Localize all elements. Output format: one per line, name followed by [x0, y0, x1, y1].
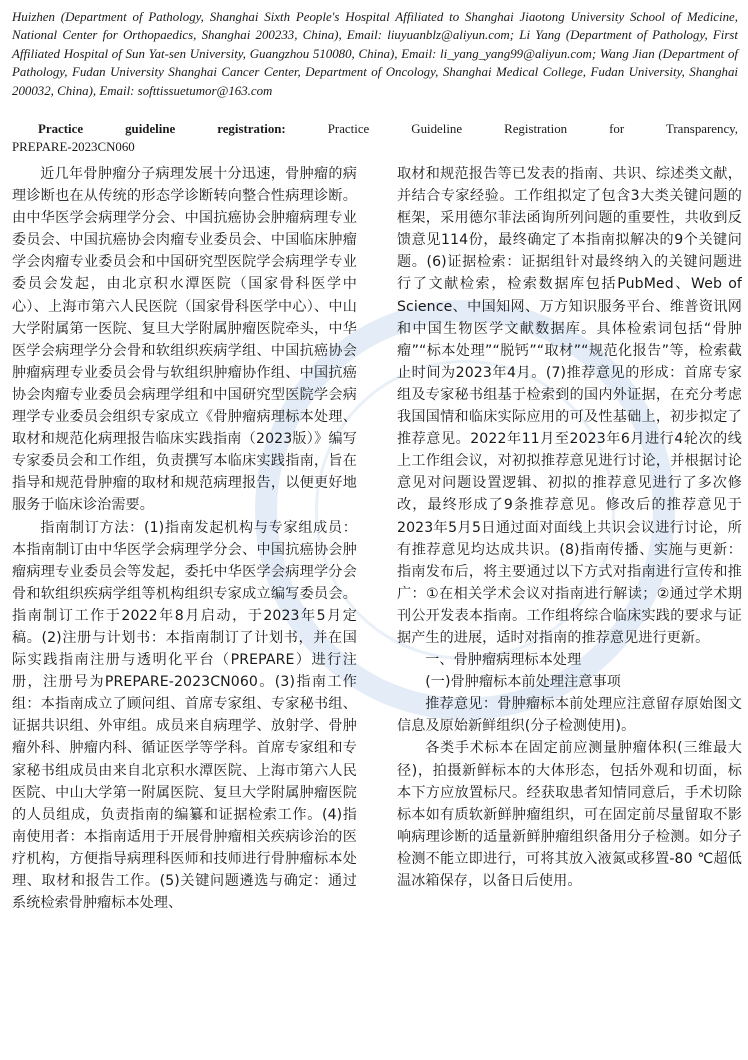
registration-text: Practice Guideline Registration for Transparency, — [327, 122, 738, 136]
registration-line — [12, 120, 738, 138]
author-affiliations: Huizhen (Department of Pathology, Shanghai Sixth People's Hospital Affiliated to Shanghai Jiaotong University School of Medicine, National Center for Orthopaedics, Shanghai 200233, China), Email: liuyuanblz@aliyun.com; Li Yang (Department of Pathology, First Affiliated Hospital of Sun Yat-sen University, Guangzhou 510080, China), Email: li_yang_yang99@aliyun.com; Wang Jian (Department of Pathology, Fudan University Shanghai Cancer Center, Department of Oncology, Shanghai Medical College, Fudan University, Shanghai 200032, China), Email: softtissuetumor@163.com — [12, 10, 738, 98]
guideline-registration — [12, 120, 738, 157]
methods-continued-paragraph: 取材和规范报告等已发表的指南、共识、综述类文献，并结合专家经验。工作组拟定了包含3大类关键问题的框架，采用德尔菲法函询所列问题的重要性，共收到反馈意见114份，最终确定了本指南拟解决的9个关键问题。(6)证据检索：证据组针对最终纳入的关键问题进行了文献检索，检索数据库包括PubMed、Web of Science、中国知网、万方知识服务平台、维普资讯网和中国生物医学文献数据库。具体检索词包括“骨肿瘤”“标本处理”“脱钙”“取材”“规范化报告”等，检索截止时间为2023年4月。(7)推荐意见的形成：首席专家组及专家秘书组基于检索到的国内外证据，在充分考虑我国国情和临床实际应用的可及性基础上，初步拟定了推荐意见。2022年11月至2023年6月进行4轮次的线上工作组会议，对初拟推荐意见进行讨论，并根据讨论意见对问题设置逻辑、初拟的推荐意见进行了多次修改，最终形成了9条推荐意见。修改后的推荐意见于2023年5月5日通过面对面线上共识会议进行讨论，所有推荐意见均达成共识。(8)指南传播、实施与更新：指南发布后，将主要通过以下方式对指南进行宣传和推广：①在相关学术会议对指南进行解读；②通过学术期刊公开发表本指南。工作组将综合临床实践的要求与证据产生的进展，适时对指南的推荐意见进行更新。 — [397, 166, 742, 646]
subsection-heading-1: (一)骨肿瘤标本前处理注意事项 — [425, 674, 621, 691]
registration-number: PREPARE-2023CN060 — [12, 140, 135, 155]
right-column — [397, 163, 742, 892]
recommendation-paragraph: 推荐意见：骨肿瘤标本前处理应注意留存原始图文信息及原始新鲜组织(分子检测使用)。 — [397, 696, 742, 735]
specimen-handling-paragraph: 各类手术标本在固定前应测量肿瘤体积(三维最大径)，拍摄新鲜标本的大体形态，包括外观和切面，标本下方应放置标尺。经获取患者知情同意后，手术切除标本如有质软新鲜肿瘤组织，可在固定前尽量留取不影响病理诊断的适量新鲜肿瘤组织备用分子检测。如分子检测不能立即进行，可将其放入液氮或移置-80 ℃超低温冰箱保存，以备日后使用。 — [397, 740, 742, 889]
left-column — [12, 163, 357, 914]
registration-label: Practice guideline registration: — [38, 122, 286, 136]
intro-paragraph: 近几年骨肿瘤分子病理发展十分迅速，骨肿瘤的病理诊断也在从传统的形态学诊断转向整合性病理诊断。由中华医学会病理学分会、中国抗癌协会肿瘤病理专业委员会、中国抗癌协会肉瘤专业委员会、中国临床肿瘤学会肉瘤专业委员会和中国研究型医院学会病理学专业委员会发起，由北京积水潭医院（国家骨科医学中心）、上海市第六人民医院（国家骨科医学中心）、中山大学附属第一医院、复旦大学附属肿瘤医院牵头，中华医学会病理学分会骨和软组织疾病学组、中国抗癌协会肿瘤病理专业委员会骨与软组织肿瘤协作组、中国抗癌协会肉瘤专业委员会病理学组和中国研究型医院学会病理学专业委员会组织专家成立《骨肿瘤病理标本处理、取材和规范化病理报告临床实践指南（2023版）》编写专家委员会和工作组，负责撰写本临床实践指南，旨在指导和规范骨肿瘤的取材和规范病理报告，以便更好地服务于临床诊治需要。 — [12, 166, 357, 514]
section-heading-1: 一、骨肿瘤病理标本处理 — [425, 652, 582, 669]
methods-paragraph: 指南制订方法：(1)指南发起机构与专家组成员：本指南制订由中华医学会病理学分会、中国抗癌协会肿瘤病理专业委员会等发起，委托中华医学会病理学分会骨和软组织疾病学组等机构组织专家成立编写委员会。指南制订工作于2022年8月启动，于2023年5月定稿。(2)注册与计划书：本指南制订了计划书，并在国际实践指南注册与透明化平台（PREPARE）进行注册，注册号为PREPARE-2023CN060。(3)指南工作组：本指南成立了顾问组、首席专家组、专家秘书组、证据共识组、外审组。成员来自病理学、放射学、骨肿瘤外科、肿瘤内科、循证医学等学科。首席专家组和专家秘书组成员由来自北京积水潭医院、上海市第六人民医院、中山大学第一附属医院、复旦大学附属肿瘤医院的人员组成，负责指南的编纂和证据检索工作。(4)指南使用者：本指南适用于开展骨肿瘤相关疾病诊治的医疗机构，方便指导病理科医师和技师进行骨肿瘤标本处理、取材和报告工作。(5)关键问题遴选与确定：通过系统检索骨肿瘤标本处理、 — [12, 519, 357, 912]
